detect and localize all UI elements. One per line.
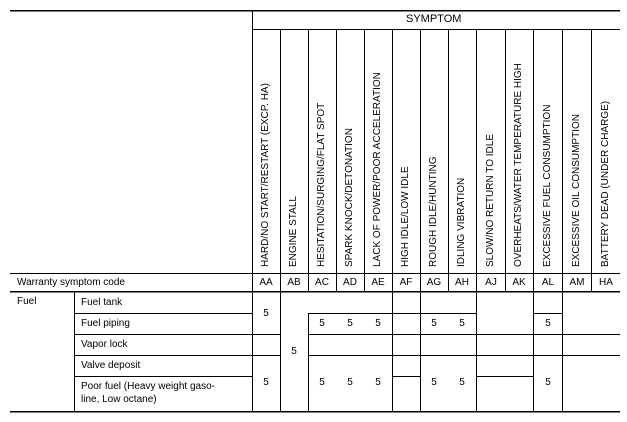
symptom-code: AB — [287, 277, 301, 288]
column-label: HIGH IDLE/LOW IDLE — [400, 166, 411, 267]
column-label: EXCESSIVE FUEL CONSUMPTION — [542, 104, 553, 267]
symptom-code: AH — [455, 277, 469, 288]
warranty-label: Warranty symptom code — [17, 277, 125, 288]
symptom-code: AC — [315, 277, 329, 288]
symptom-mark: 5 — [291, 346, 297, 357]
item-label: Fuel tank — [81, 297, 123, 308]
column-label: HARD/NO START/RESTART (EXCP. HA) — [260, 83, 271, 267]
item-label: line, Low octane) — [81, 394, 157, 405]
symptom-code: AM — [569, 277, 585, 288]
item-label: Fuel piping — [81, 318, 130, 329]
column-label: IDLING VIBRATION — [456, 177, 467, 267]
symptom-code: AE — [371, 277, 385, 288]
column-label: OVERHEATS/WATER TEMPERATURE HIGH — [513, 63, 524, 267]
category-label: Fuel — [17, 296, 37, 307]
symptom-code: AG — [426, 277, 442, 288]
symptom-code: AL — [541, 277, 555, 288]
column-label: EXCESSIVE OIL CONSUMPTION — [571, 114, 582, 267]
column-label: HESITATION/SURGING/FLAT SPOT — [316, 102, 327, 267]
symptom-mark: 5 — [375, 377, 381, 388]
symptom-mark: 5 — [545, 377, 551, 388]
symptom-mark: 5 — [431, 318, 437, 329]
item-label: Valve deposit — [81, 360, 141, 371]
symptom-mark: 5 — [347, 318, 353, 329]
symptom-code: AD — [343, 277, 357, 288]
symptom-code: AK — [512, 277, 526, 288]
column-label: BATTERY DEAD (UNDER CHARGE) — [600, 100, 611, 267]
symptom-mark: 5 — [375, 318, 381, 329]
symptom-code: AJ — [485, 277, 497, 288]
column-label: ENGINE STALL — [288, 196, 299, 267]
item-label: Poor fuel (Heavy weight gaso- — [81, 381, 215, 392]
symptom-mark: 5 — [319, 377, 325, 388]
symptom-mark: 5 — [263, 308, 269, 319]
symptom-mark: 5 — [319, 318, 325, 329]
column-label: ROUGH IDLE/HUNTING — [428, 156, 439, 267]
symptom-code: AA — [259, 277, 273, 288]
symptom-mark: 5 — [263, 377, 269, 388]
symptom-mark: 5 — [431, 377, 437, 388]
symptom-header: SYMPTOM — [406, 13, 462, 25]
column-label: LACK OF POWER/POOR ACCELERATION — [372, 72, 383, 267]
column-label: SLOW/NO RETURN TO IDLE — [485, 134, 496, 267]
symptom-mark: 5 — [459, 377, 465, 388]
symptom-mark: 5 — [545, 318, 551, 329]
item-label: Vapor lock — [81, 339, 128, 350]
symptom-mark: 5 — [347, 377, 353, 388]
symptom-code: HA — [599, 277, 613, 288]
symptom-mark: 5 — [459, 318, 465, 329]
symptom-code: AF — [399, 277, 413, 288]
column-label: SPARK KNOCK/DETONATION — [344, 128, 355, 267]
